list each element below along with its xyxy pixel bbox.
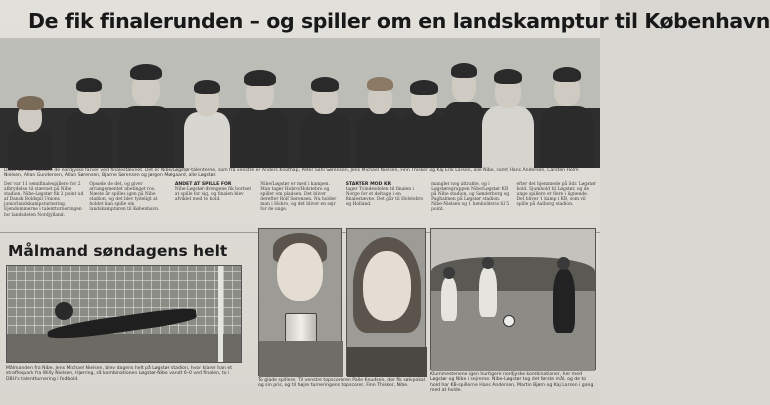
football bbox=[503, 315, 515, 327]
article-column: STARTER MOD KR tager Tvindesdelen til finalen i Norge for et deltage i en finalestævne. Det går til Holstebro og Holland. bbox=[345, 182, 424, 208]
player-figure bbox=[479, 267, 497, 317]
article-column: mangler nog attrakte, og i Løgstøregruppen Nibe/Løgstør KB på Nibe stadion, og Sønderborg og Paghalmen på Løgstør stadion. Nibe-Nielsen og 1 henholdsvis til 5 point. bbox=[431, 182, 510, 213]
player-figure bbox=[66, 74, 112, 168]
secondary-headline: Målmand søndagens helt bbox=[8, 242, 228, 260]
column-subhead: STARTER MOD KR bbox=[345, 182, 392, 187]
pitch-grass bbox=[7, 334, 241, 362]
goal-post bbox=[218, 266, 223, 362]
article-column: efter det hjemmede på Sdr. Løgstør hold. Sjumhold til Løgstør, og de unge spillere er flere i lignende. Det bliver 1 kamp i KB, som vil spille på Aalborg stadion. bbox=[516, 182, 596, 208]
player-figure bbox=[553, 269, 575, 333]
article-columns bbox=[4, 182, 596, 230]
goalkeeper-head bbox=[55, 302, 73, 320]
player-figure bbox=[8, 94, 52, 168]
match-action-caption: Klummestenene igen hurtigere nordjyske kombinationer, her med Løgstør og Nibe i sejrerne. Nibe-Løgstør tog det første mål, og de to hold har KB-spillerne Hans Andersen, Martin Bjørn og Kaj Larsen i gang med at holde. bbox=[430, 372, 594, 394]
player-figure bbox=[184, 76, 230, 168]
player-figure bbox=[356, 74, 404, 168]
portrait-smiling-player bbox=[346, 228, 426, 376]
article-column: ANDET AT SPILLE FOR Nibe-Løgstør-drengene fik bortset at spille for sig, og finalen blev afviklet med to hold. bbox=[175, 182, 254, 230]
player-figure bbox=[441, 277, 457, 321]
player-figure bbox=[232, 68, 288, 168]
player-figure bbox=[300, 74, 350, 168]
player-figure bbox=[540, 64, 594, 168]
article-column: Opsøde de det, og giver arrangementet ubetinget ros. Næste år spilles igen på Nibe stadion, og det blev tydeligt at holdet kan spille om landskampturen til København. bbox=[89, 182, 160, 213]
player-figure bbox=[118, 62, 174, 168]
goalkeeper-photo bbox=[6, 265, 242, 363]
main-headline: De fik finalerunden – og spiller om en landskamptur til København bbox=[28, 9, 770, 33]
portraits-caption: To glade spillere. Til venstre topscoreren Palle Knudsen, der fik sølvpokal og sin pris, og til højre turneringens topscorer, Finn Thisker, Nibe. bbox=[258, 378, 425, 389]
goalkeeper-caption: Målmanden fra Nibe, Jens Michael Nielsen, blev dagens helt på Løgstør stadion, hvor klarer han et straffespark fra Willy Nielsen, Hjørring, så kombinationen Løgstør-Nibe vandt 6–0 ved finalen, to i DBU's talentturnering i fodbold. bbox=[6, 366, 233, 382]
portrait-with-trophy bbox=[258, 228, 342, 376]
player-figure bbox=[482, 66, 534, 168]
match-action-photo bbox=[430, 228, 596, 370]
article-column: Der var 11 semifinalespillere for 2 afbrydelse til stævnet på Nibe stadion. Nibe-Løgstør fik 2 point ud af Dansk Boldspil Unions juniorlandskampsturnering. Ejendommerne i talentturneringen for landsdelen Nordjylland. bbox=[4, 182, 84, 218]
article-column: Nibe/Løgstør er med i kampen. Man tager Hobro/Holstebro og spiller om pladsen. Det bliver derefter Rolf Sørensen. Nu holder man i Hobro, og det bliver en sejr for de unge. bbox=[260, 182, 337, 213]
team-photo-caption: Disse 11 står tonsere de nordjyske farver ved finalestævnet. Det er Nibe/Løgstør-talenterne, som fra venstre er Anders Knöthap, Peter Sahl Sørensen, Jens Michael Nielsen, Finn Thisker og Kaj Erik Larsen, alle Nibe, samt Hans Andersen, Carsten Holm Nielsen, Allan Gundersen, Allan Sørensen, Bjarne Sørensen og Jørgen Mølgaard, alle Løgstør. bbox=[4, 168, 579, 179]
column-subhead: ANDET AT SPILLE FOR bbox=[174, 182, 232, 187]
team-photo bbox=[0, 38, 600, 168]
player-figure bbox=[442, 60, 486, 168]
